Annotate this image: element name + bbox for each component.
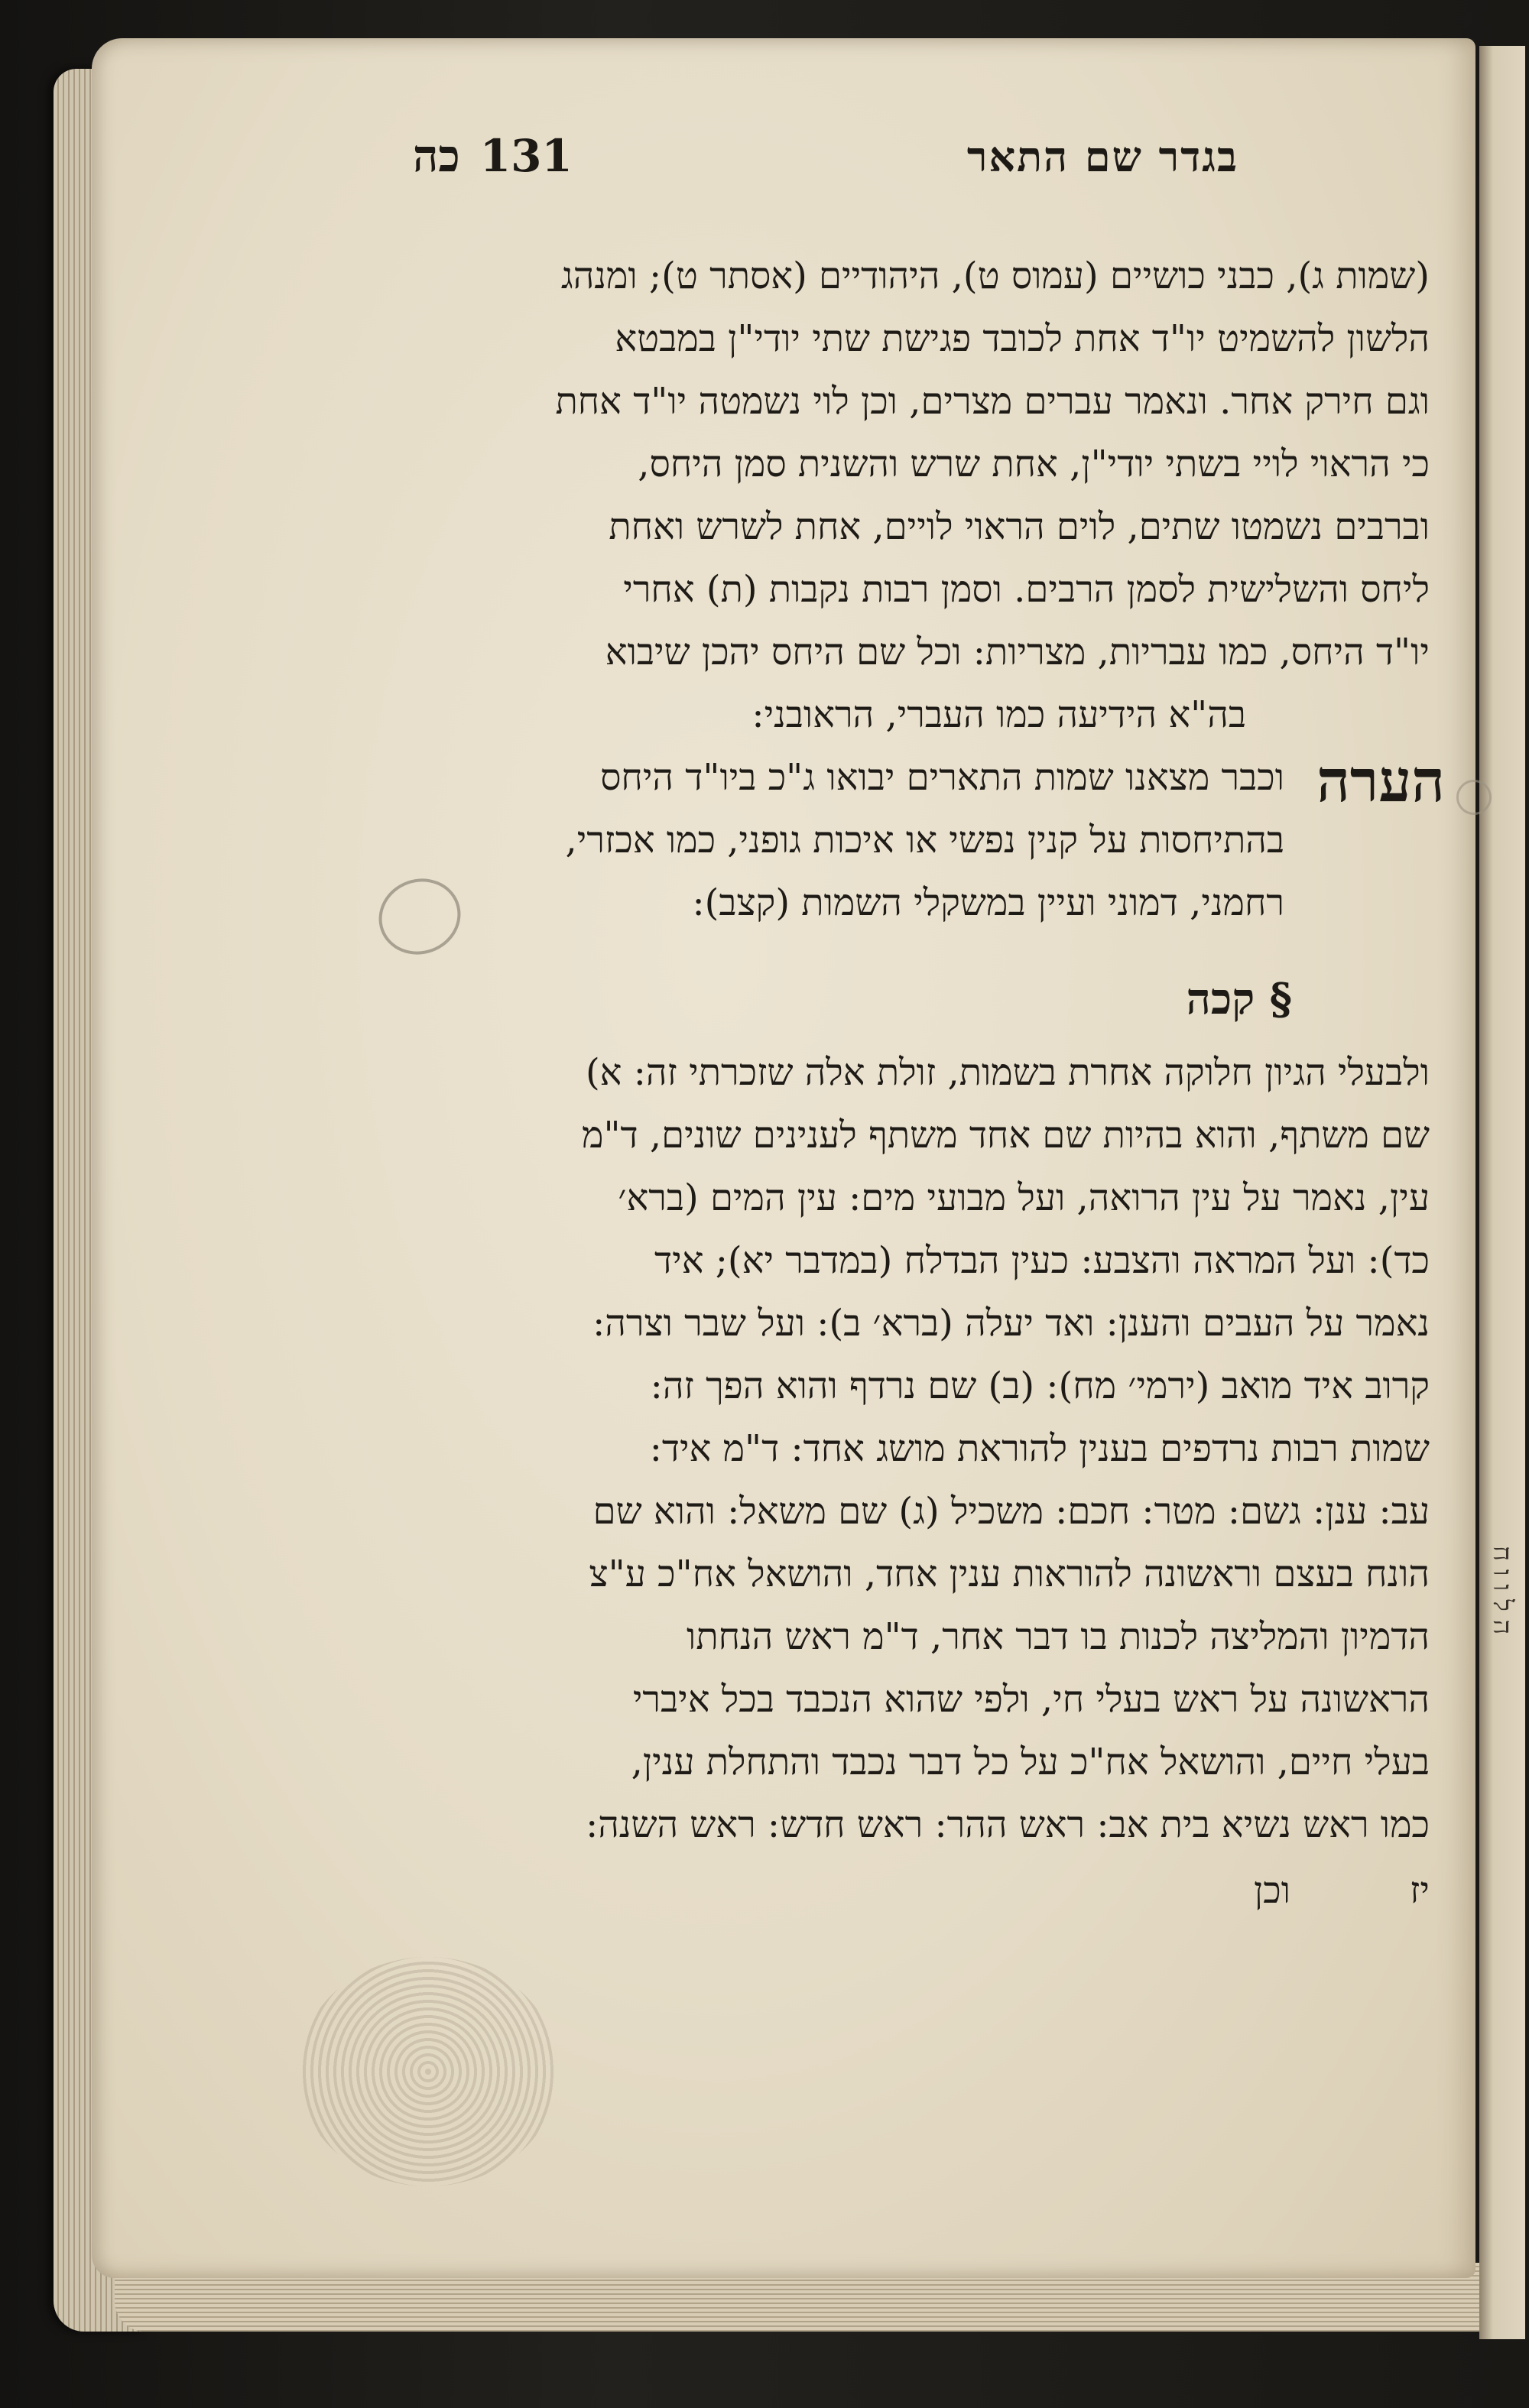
text-line: שמות רבות נרדפים בענין להוראת מושג אחד: ד"מ איד:: [649, 1427, 1430, 1470]
text-line: קרוב איד מואב (ירמי׳ מח): (ב) שם נרדף והוא הפך זה:: [650, 1365, 1430, 1407]
text-line: יו"ד היחס, כמו עבריות, מצריות: וכל שם היחס יהכן שיבוא: [605, 631, 1430, 673]
text-line: כי הראוי לויי בשתי יודי"ן, אחת שרש והשנית סמן היחס,: [638, 443, 1430, 485]
text-line: כמו ראש נשיא בית אב: ראש ההר: ראש חדש: ראש השנה:: [586, 1803, 1430, 1846]
text-line: הדמיון והמליצה לכנות בו דבר אחר, ד"מ ראש הנחתו: [687, 1615, 1430, 1658]
running-title: בגדר שם התאר: [966, 132, 1238, 181]
note-label: הערה: [1316, 747, 1445, 815]
text-line: הלשון להשמיט יו"ד אחת לכובד פגישת שתי יודי"ן במבטא: [615, 317, 1430, 360]
page-number-hebrew: כה: [413, 130, 460, 182]
note-line: בהתיחסות על קנין נפשי או איכות גופני, כמו אכזרי,: [565, 819, 1284, 862]
text-line: כד): ועל המראה והצבע: כעין הבדלח (במדבר יא); איד: [654, 1239, 1430, 1282]
catchword: וכן: [1254, 1869, 1290, 1912]
text-line: הונח בעצם וראשונה להוראות ענין אחד, והושאל אח"כ ע"צ: [589, 1553, 1430, 1595]
thumbprint-smudge: [298, 1957, 558, 2186]
text-line: ולבעלי הגיון חלוקה אחרת בשמות, זולת אלה שזכרתי זה: א): [585, 1051, 1430, 1094]
margin-mark: [1456, 780, 1492, 815]
text-line: ליחס והשלישית לסמן הרבים. וסמן רבות נקבות (ת) אחרי: [623, 568, 1430, 611]
text-line: נאמר על העבים והענן: ואד יעלה (ברא׳ ב): ועל שבר וצרה:: [592, 1302, 1430, 1345]
signature-mark: יז: [1410, 1869, 1430, 1912]
page-body: [352, 245, 1445, 1925]
text-line: בה"א הידיעה כמו העברי, הראובני:: [752, 693, 1246, 736]
text-line: וברבים נשמטו שתים, לוים הראוי לויים, אחת לשרש ואחת: [609, 505, 1430, 548]
text-line: (שמות ג), כבני כושיים (עמוס ט), היהודיים (אסתר ט); ומנהג: [560, 255, 1430, 297]
note-line: רחמני, דמוני ועיין במשקלי השמות (קצב):: [692, 881, 1284, 924]
footer-row: [352, 1856, 1430, 1925]
page-number-arabic: 131: [479, 130, 573, 182]
text-line: עין, נאמר על עין הרואה, ועל מבועי מים: עין המים (ברא׳: [618, 1176, 1430, 1219]
section-heading: § קכה: [1186, 974, 1292, 1024]
text-line: שם משתף, והוא בהיות שם אחד משתף לענינים שונים, ד"מ: [581, 1114, 1430, 1157]
facing-page: [1479, 46, 1525, 2339]
text-line: עב: ענן: גשם: מטר: חכם: משכיל (ג) שם משאל: והוא שם: [592, 1490, 1430, 1533]
facing-page-text: [1510, 1361, 1525, 1819]
note-block: [352, 746, 1445, 934]
text-line: בעלי חיים, והושאל אח"כ על כל דבר נכבד והתחלת ענין,: [631, 1741, 1430, 1783]
text-line: הראשונה על ראש בעלי חי, ולפי שהוא הנכבד בכל איברי: [632, 1678, 1430, 1721]
text-line: וגם חירק אחר. ונאמר עברים מצרים, וכן לוי נשמטה יו"ד אחת: [555, 380, 1430, 423]
page-header: [413, 130, 1238, 199]
note-line: וכבר מצאנו שמות התארים יבואו ג"כ ביו"ד היחס: [600, 756, 1284, 799]
page-numbers: [413, 130, 573, 182]
